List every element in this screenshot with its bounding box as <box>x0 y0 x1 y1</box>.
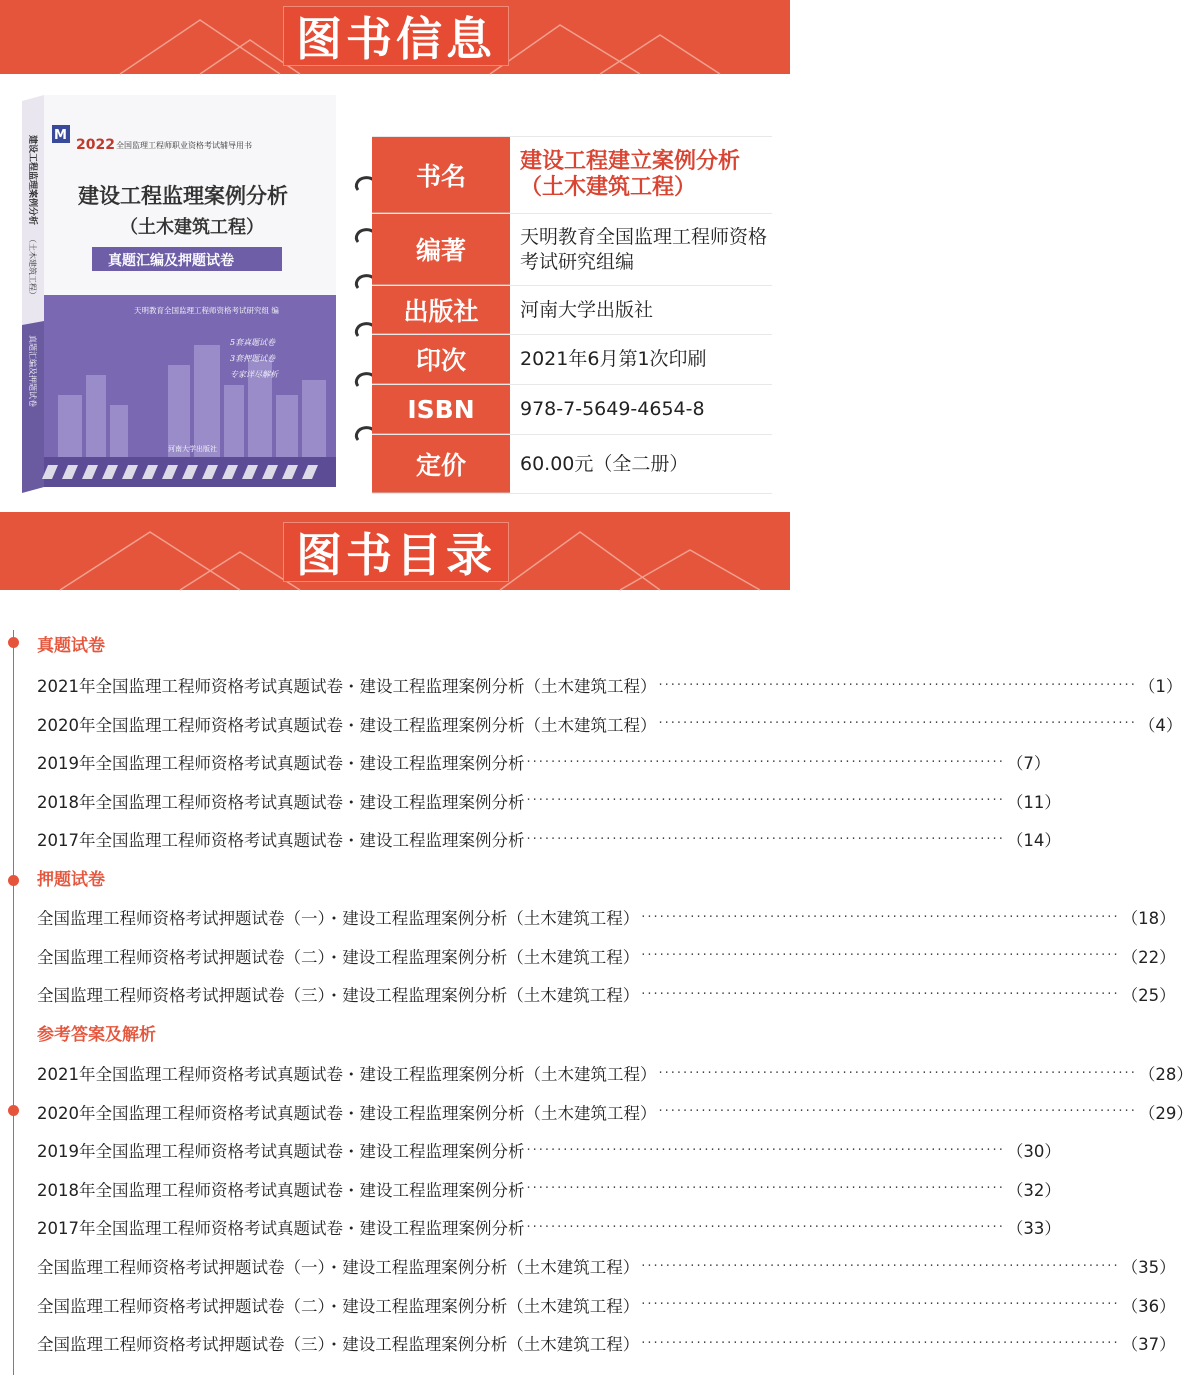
toc-entry-page: （28） <box>1138 1065 1193 1084</box>
book-subtitle: 真题汇编及押题试卷 <box>108 253 234 269</box>
toc-entry-page: （25） <box>1121 986 1176 1006</box>
toc-entry-title: 2019年全国监理工程师资格考试真题试卷・建设工程监理案例分析 <box>37 1142 525 1162</box>
toc-timeline <box>13 630 14 1375</box>
toc-entry <box>37 673 1183 697</box>
toc-entry <box>37 1293 1176 1317</box>
book-spine-title: 建设工程监理案例分析 <box>27 135 37 226</box>
toc-entry-title: 全国监理工程师资格考试押题试卷（三）・建设工程监理案例分析（土木建筑工程） <box>37 986 640 1006</box>
toc-leader-dots: ·············································································· <box>641 1258 1120 1274</box>
info-row-author <box>372 214 772 286</box>
toc-entry-page: （4） <box>1138 715 1183 735</box>
book-year: 2022 <box>76 137 115 153</box>
book-badge-1: 5套真题试卷 <box>230 338 276 347</box>
svg-text:M: M <box>54 128 67 143</box>
toc-entry <box>37 750 1051 774</box>
info-value-printing: 2021年6月第1次印刷 <box>520 348 707 370</box>
toc-entry-title: 2017年全国监理工程师资格考试真题试卷・建设工程监理案例分析 <box>37 1219 525 1239</box>
toc-entry <box>37 905 1176 929</box>
toc-entry-page: （1） <box>1138 677 1183 696</box>
toc-timeline-dot <box>8 1105 19 1116</box>
info-value-author: 天明教育全国监理工程师资格考试研究组编 <box>520 225 768 273</box>
banner-title: 图书信息 <box>296 12 496 66</box>
info-row-title <box>372 136 772 214</box>
toc-entry <box>37 1061 1193 1085</box>
toc-leader-dots: ·············································································· <box>658 1104 1137 1120</box>
toc-entry <box>37 944 1176 968</box>
book-badge-3: 专家详尽解析 <box>230 370 278 379</box>
toc-entry-title: 全国监理工程师资格考试押题试卷（二）・建设工程监理案例分析（土木建筑工程） <box>37 947 640 967</box>
info-row-printing <box>372 335 772 385</box>
toc-leader-dots: ·············································································· <box>526 1181 1005 1197</box>
toc-entry <box>37 712 1183 736</box>
book-toc-banner <box>0 512 790 590</box>
toc-entry-page: （33） <box>1006 1219 1061 1239</box>
toc-entry-title: 全国监理工程师资格考试押题试卷（二）・建设工程监理案例分析（土木建筑工程） <box>37 1296 640 1316</box>
toc-entry <box>37 982 1176 1006</box>
toc-entry <box>37 1100 1193 1124</box>
info-key-isbn: ISBN <box>372 385 510 434</box>
info-key-publisher: 出版社 <box>372 286 510 334</box>
book-title-line1: 建设工程监理案例分析 <box>78 184 288 208</box>
toc-entry <box>37 827 1061 851</box>
toc-leader-dots: ·············································································· <box>641 1335 1120 1351</box>
toc-leader-dots: ·············································································· <box>526 754 1005 770</box>
toc-section-title: 真题试卷 <box>37 636 105 656</box>
toc-entry-title: 全国监理工程师资格考试押题试卷（三）・建设工程监理案例分析（土木建筑工程） <box>37 1335 640 1355</box>
toc-leader-dots: ·············································································· <box>641 986 1120 1002</box>
toc-section-title: 参考答案及解析 <box>37 1025 156 1045</box>
info-key-author: 编著 <box>372 214 510 285</box>
info-value-title: 建设工程建立案例分析（土木建筑工程） <box>520 149 741 200</box>
toc-entry-page: （37） <box>1121 1335 1176 1355</box>
toc-entry-page: （36） <box>1121 1296 1176 1316</box>
book-editor: 天明教育全国监理工程师资格考试研究组 编 <box>134 306 279 315</box>
info-key-printing: 印次 <box>372 335 510 384</box>
toc-entry-title: 2019年全国监理工程师资格考试真题试卷・建设工程监理案例分析 <box>37 754 525 774</box>
toc-entry-page: （29） <box>1138 1103 1193 1123</box>
toc-entry <box>37 1138 1061 1162</box>
toc-leader-dots: ·············································································· <box>658 716 1137 732</box>
toc-leader-dots: ·············································································· <box>526 793 1005 809</box>
toc-timeline-dot <box>8 875 19 886</box>
toc-entry <box>37 1215 1061 1239</box>
book-publisher-logo: 河南大学出版社 <box>168 445 217 453</box>
toc-entry-page: （22） <box>1121 947 1176 967</box>
toc-entry-title: 全国监理工程师资格考试押题试卷（一）・建设工程监理案例分析（土木建筑工程） <box>37 1258 640 1277</box>
info-value-price: 60.00元（全二册） <box>520 452 689 475</box>
toc-entry-title: 2018年全国监理工程师资格考试真题试卷・建设工程监理案例分析 <box>37 1180 525 1200</box>
toc-entry-page: （35） <box>1121 1258 1176 1277</box>
toc-entry-page: （32） <box>1006 1180 1061 1200</box>
toc-leader-dots: ·············································································· <box>641 1297 1120 1313</box>
toc-entry-page: （30） <box>1006 1142 1061 1162</box>
toc-entry-title: 2020年全国监理工程师资格考试真题试卷・建设工程监理案例分析（土木建筑工程） <box>37 715 657 735</box>
toc-entry <box>37 1177 1061 1201</box>
info-value-publisher: 河南大学出版社 <box>520 298 654 321</box>
banner-title: 图书目录 <box>296 528 496 582</box>
toc-entry-title: 2021年全国监理工程师资格考试真题试卷・建设工程监理案例分析（土木建筑工程） <box>37 1065 657 1084</box>
toc-entry-page: （14） <box>1006 831 1061 851</box>
toc-leader-dots: ·············································································· <box>658 1065 1137 1081</box>
book-badge-2: 3套押题试卷 <box>230 354 276 363</box>
banner-title-box <box>283 522 509 582</box>
book-info-banner <box>0 0 790 74</box>
info-row-publisher <box>372 286 772 335</box>
toc-entry-title: 全国监理工程师资格考试押题试卷（一）・建设工程监理案例分析（土木建筑工程） <box>37 909 640 928</box>
toc-entry-title: 2021年全国监理工程师资格考试真题试卷・建设工程监理案例分析（土木建筑工程） <box>37 677 657 696</box>
book-spine-subtitle: （土木建筑工程） <box>28 235 37 299</box>
toc-entry <box>37 789 1061 813</box>
book-cover-image <box>18 95 336 495</box>
info-value-isbn: 978-7-5649-4654-8 <box>520 398 705 420</box>
info-row-price <box>372 435 772 494</box>
banner-title-box <box>283 6 509 66</box>
toc-leader-dots: ·············································································· <box>526 831 1005 847</box>
book-series: 全国监理工程师职业资格考试辅导用书 <box>116 141 252 150</box>
toc-leader-dots: ·············································································· <box>526 1142 1005 1158</box>
info-key-price: 定价 <box>372 435 510 493</box>
info-row-isbn <box>372 385 772 435</box>
toc-entry-title: 2020年全国监理工程师资格考试真题试卷・建设工程监理案例分析（土木建筑工程） <box>37 1103 657 1123</box>
toc-entry <box>37 1254 1176 1278</box>
toc-section-title: 押题试卷 <box>37 870 105 890</box>
toc-entry <box>37 1331 1176 1355</box>
toc-leader-dots: ·············································································· <box>526 1219 1005 1235</box>
book-info-table <box>372 136 772 494</box>
toc-timeline-dot <box>8 637 19 648</box>
toc-entry-page: （11） <box>1006 792 1061 812</box>
toc-leader-dots: ·············································································· <box>641 948 1120 964</box>
book-spine-tag: 真题汇编及押题试卷 <box>28 335 37 407</box>
info-key-title: 书名 <box>372 137 510 213</box>
toc-leader-dots: ·············································································· <box>641 909 1120 925</box>
toc-entry-page: （18） <box>1121 909 1176 928</box>
book-title-line2: （土木建筑工程） <box>120 217 264 238</box>
toc-leader-dots: ·············································································· <box>658 677 1137 693</box>
toc-entry-title: 2018年全国监理工程师资格考试真题试卷・建设工程监理案例分析 <box>37 792 525 812</box>
toc-entry-page: （7） <box>1006 754 1051 774</box>
toc-entry-title: 2017年全国监理工程师资格考试真题试卷・建设工程监理案例分析 <box>37 831 525 851</box>
